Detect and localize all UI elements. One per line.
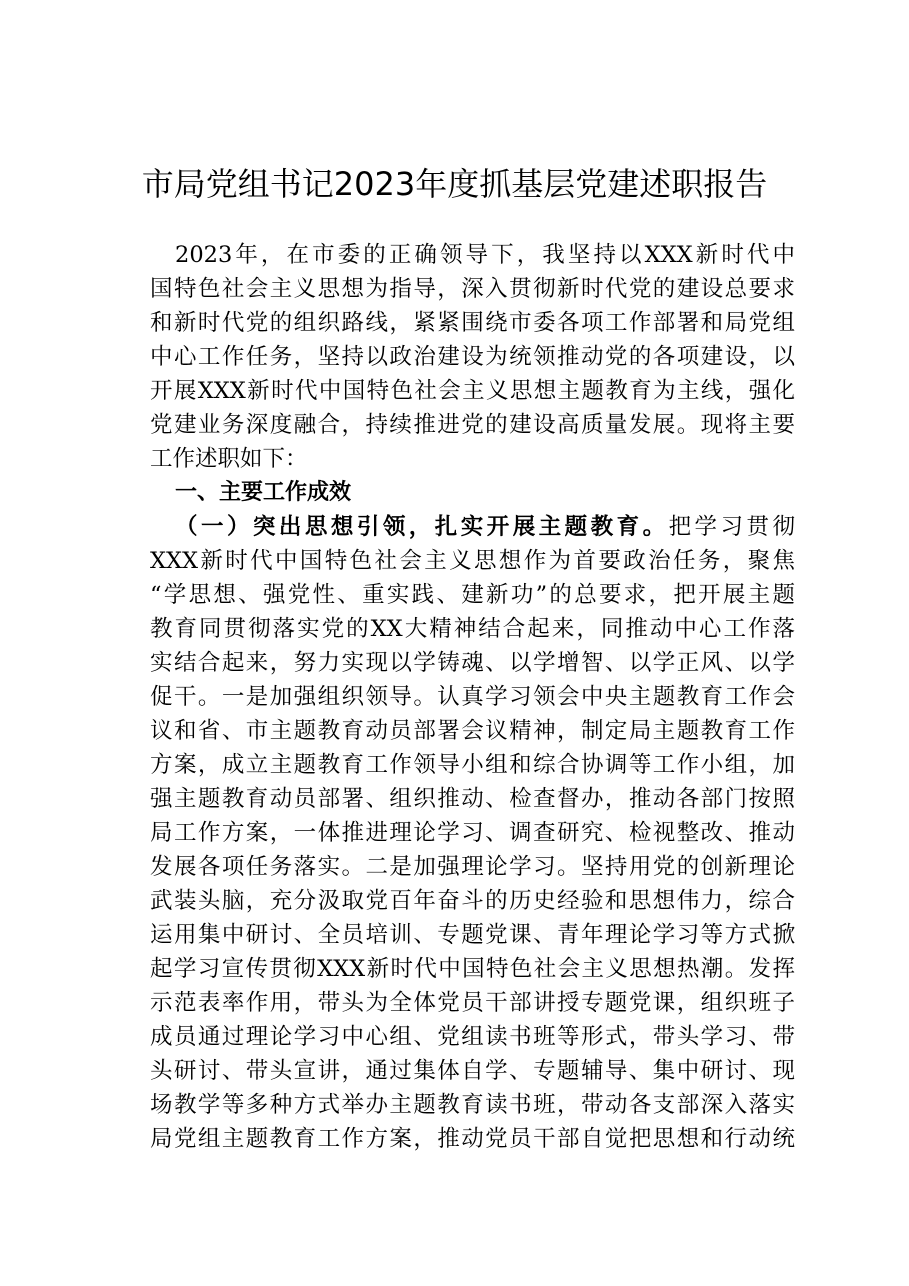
document-title: 市局党组书记2023年度抓基层党建述职报告 — [141, 165, 768, 203]
paragraph-line: 局工作方案，一体推进理论学习、调查研究、检视整改、推动 — [150, 820, 795, 846]
paragraph-line: 开展XXX新时代中国特色社会主义思想主题教育为主线，强化 — [150, 378, 795, 404]
paragraph-line: 武装头脑，充分汲取党百年奋斗的历史经验和思想伟力，综合 — [150, 888, 795, 914]
paragraph-line: 方案，成立主题教育工作领导小组和综合协调等工作小组，加 — [150, 752, 795, 778]
paragraph-line: 成员通过理论学习中心组、党组读书班等形式，带头学习、带 — [150, 1024, 795, 1050]
paragraph-line: 强主题教育动员部署、组织推动、检查督办，推动各部门按照 — [150, 786, 795, 812]
paragraph-line: 起学习宣传贯彻XXX新时代中国特色社会主义思想热潮。发挥 — [150, 956, 795, 982]
paragraph-line: 示范表率作用，带头为全体党员干部讲授专题党课，组织班子 — [150, 990, 795, 1016]
paragraph-line: XXX新时代中国特色社会主义思想作为首要政治任务，聚焦 — [150, 548, 795, 574]
subsection-lead-rest: 把学习贯彻 — [668, 514, 795, 540]
paragraph-line: 头研讨、带头宣讲，通过集体自学、专题辅导、集中研讨、现 — [150, 1058, 795, 1084]
paragraph-line: 2023年，在市委的正确领导下，我坚持以XXX新时代中 — [175, 242, 795, 268]
paragraph-line: 促干。一是加强组织领导。认真学习领会中央主题教育工作会 — [150, 684, 795, 710]
paragraph-line: 国特色社会主义思想为指导，深入贯彻新时代党的建设总要求 — [150, 276, 795, 302]
paragraph-line: 教育同贯彻落实党的XX大精神结合起来，同推动中心工作落 — [150, 616, 795, 642]
paragraph-line: 场教学等多种方式举办主题教育读书班，带动各支部深入落实 — [150, 1092, 795, 1118]
paragraph-line: 局党组主题教育工作方案，推动党员干部自觉把思想和行动统 — [150, 1126, 795, 1152]
paragraph-line: 实结合起来，努力实现以学铸魂、以学增智、以学正风、以学 — [150, 650, 795, 676]
paragraph-line: 党建业务深度融合，持续推进党的建设高质量发展。现将主要 — [150, 412, 795, 438]
paragraph-line: 工作述职如下： — [150, 446, 308, 472]
section-heading: 一、主要工作成效 — [175, 480, 352, 505]
subsection-first-line — [175, 510, 795, 544]
paragraph-line: 发展各项任务落实。二是加强理论学习。坚持用党的创新理论 — [150, 854, 795, 880]
paragraph-line: 和新时代党的组织路线，紧紧围绕市委各项工作部署和局党组 — [150, 310, 795, 336]
paragraph-line: 运用集中研讨、全员培训、专题党课、青年理论学习等方式掀 — [150, 922, 795, 948]
paragraph-line: “学思想、强党性、重实践、建新功”的总要求，把开展主题 — [150, 582, 795, 608]
paragraph-line: 中心工作任务，坚持以政治建设为统领推动党的各项建设，以 — [150, 344, 795, 370]
paragraph-line: 议和省、市主题教育动员部署会议精神，制定局主题教育工作 — [150, 718, 795, 744]
subsection-lead: （一）突出思想引领，扎实开展主题教育。 — [175, 514, 669, 540]
